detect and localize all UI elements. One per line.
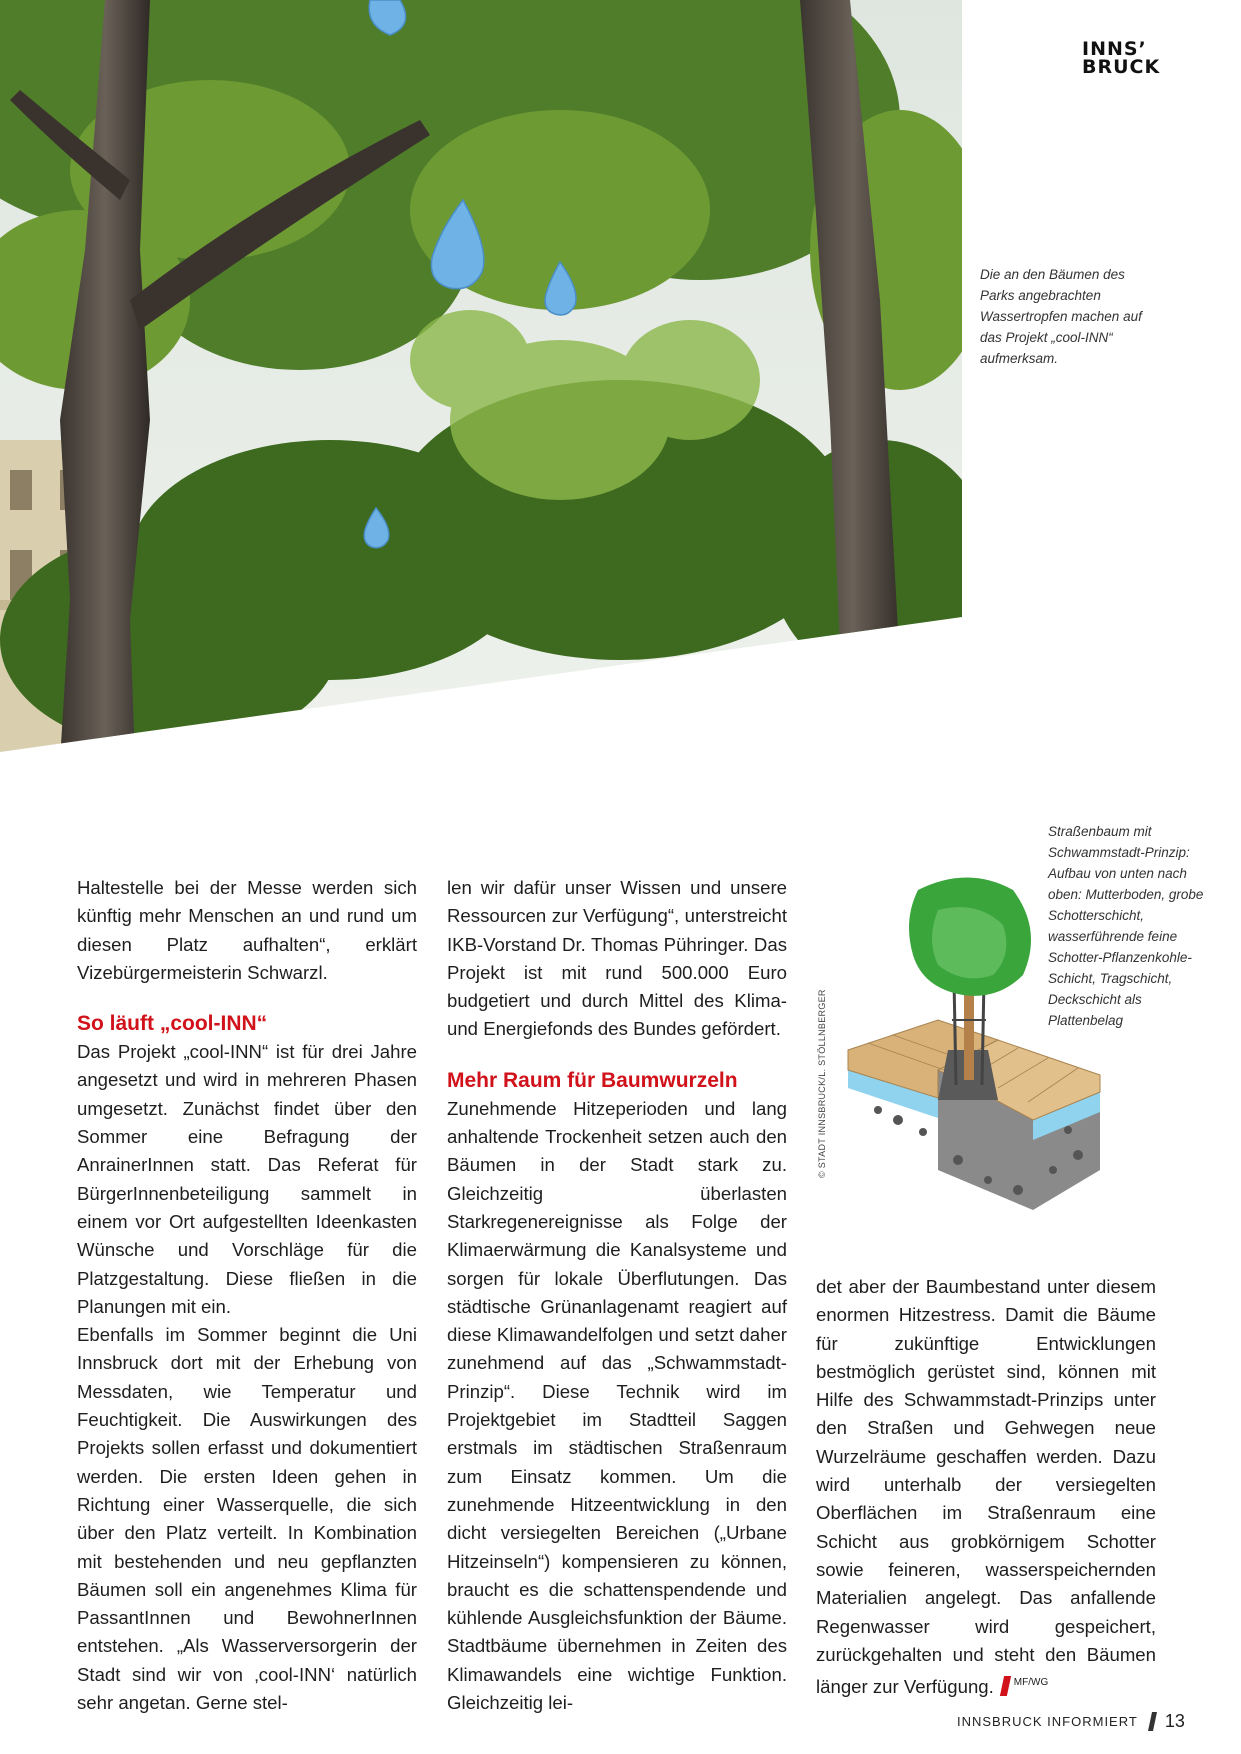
footer-divider — [1148, 1712, 1157, 1731]
paragraph: len wir dafür unser Wissen und unsere Ressourcen zur Verfügung“, unterstreicht IKB-Vorstand Dr. Thomas Pühringer. Das Projekt ist mit rund 500.000 Euro budgetiert und durch Mittel des Klima- und Energiefonds des Bundes gefördert. — [447, 877, 787, 1040]
innsbruck-logo — [1082, 40, 1172, 76]
trees-photo-illustration — [0, 0, 962, 752]
publication-name: INNSBRUCK INFORMIERT — [957, 1714, 1138, 1729]
article-column-3 — [816, 1273, 1156, 1701]
paragraph — [816, 1273, 1156, 1701]
page-number: 13 — [1164, 1711, 1185, 1731]
paragraph: Ebenfalls im Sommer beginnt die Uni Innsbruck dort mit der Erhebung von Messdaten, wie Temperatur und Feuchtigkeit. Die Auswirkungen des Projekts sollen erfasst und dokumentiert werden. Die ersten Ideen gehen in Richtung einer Wasserquelle, die sich über den Platz verteilt. In Kombination mit bestehenden und neu gepflanzten Bäumen soll ein angenehmes Klima für PassantInnen und BewohnerInnen entstehen. „Als Wasserversorgerin der Stadt sind wir von ‚cool-INN‘ natürlich sehr angetan. Gerne stel- — [77, 1324, 417, 1714]
end-mark-icon — [1000, 1676, 1011, 1696]
logo-line-2: BRUCK — [1082, 56, 1161, 78]
page-footer — [957, 1711, 1185, 1732]
paragraph: Haltestelle bei der Messe werden sich künftig mehr Menschen an und rund um diesen Platz aufhalten“, erklärt Vizebürgermeisterin Schwarzl. — [77, 877, 417, 983]
diagram-caption: Straßenbaum mit Schwammstadt-Prinzip: Aufbau von unten nach oben: Mutterboden, grobe Schotterschicht, wasserführende feine Schotter-Pflanzenkohle-Schicht, Tragschicht, Deckschicht als Plattenbelag — [1048, 824, 1204, 1028]
article-column-2 — [447, 874, 787, 1717]
photo-credit: © STADT INNSBRUCK/L. STÖLLNBERGER — [817, 989, 827, 1178]
section-heading: Mehr Raum für Baumwurzeln — [447, 1068, 738, 1092]
logo-line-1: INNS’ — [1082, 38, 1147, 60]
paragraph: Zunehmende Hitzeperioden und lang anhaltende Trockenheit setzen auch den Bäumen in der Stadt stark zu. Gleichzeitig überlasten Starkregenereignisse als Folge der Klimaerwärmung die Kanalsysteme und sorgen für lokale Überflutungen. Das städtische Grünanlagenamt reagiert auf diese Klimawandelfolgen und setzt daher zunehmend auf das „Schwammstadt-Prinzip“. Diese Technik wird im Projektgebiet im Stadtteil Saggen erstmals im städtischen Straßenraum zum Einsatz kommen. Um die zunehmende Hitzeentwicklung in den dicht versiegelten Bereichen („Urbane Hitzeinseln“) kompensieren zu können, braucht es die schattenspendende und kühlende Ausgleichsfunktion der Bäume. Stadtbäume übernehmen in Zeiten des Klimawandels eine wichtige Funktion. Gleichzeitig lei- — [447, 1097, 787, 1714]
author-signature: MF/WG — [1013, 1677, 1049, 1689]
article-column-1 — [77, 874, 417, 1717]
paragraph: Das Projekt „cool-INN“ ist für drei Jahre angesetzt und wird in mehreren Phasen umgesetzt. Zunächst findet über den Sommer eine Befragung der AnrainerInnen statt. Das Referat für BürgerInnenbeteiligung sammelt in einem vor Ort aufgestellten Ideenkasten Wünsche und Vorschläge für die Platzgestaltung. Diese fließen in die Planungen mit ein. — [77, 1041, 417, 1317]
photo-caption: Die an den Bäumen des Parks angebrachten Wassertropfen machen auf das Projekt „cool-INN“ aufmerksam. — [980, 267, 1142, 366]
hero-photo — [0, 0, 962, 752]
sponge-city-diagram — [838, 870, 1110, 1220]
section-heading: So läuft „cool-INN“ — [77, 1012, 268, 1036]
paragraph-text: det aber der Baumbestand unter diesem enormen Hitzestress. Damit die Bäume für zukünftige Entwicklungen bestmöglich gerüstet sind, können mit Hilfe des Schwammstadt-Prinzips unter den Straßen und Gehwegen neue Wurzelräume geschaffen werden. Dazu wird unterhalb der versiegelten Oberflächen im Straßenraum eine Schicht aus grobkörnigem Schotter sowie feineren, wasserspeichernden Materialien angelegt. Das anfallende Regenwasser wird gespeichert, zurückgehalten und steht den Bäumen länger zur Verfügung. — [816, 1276, 1156, 1698]
